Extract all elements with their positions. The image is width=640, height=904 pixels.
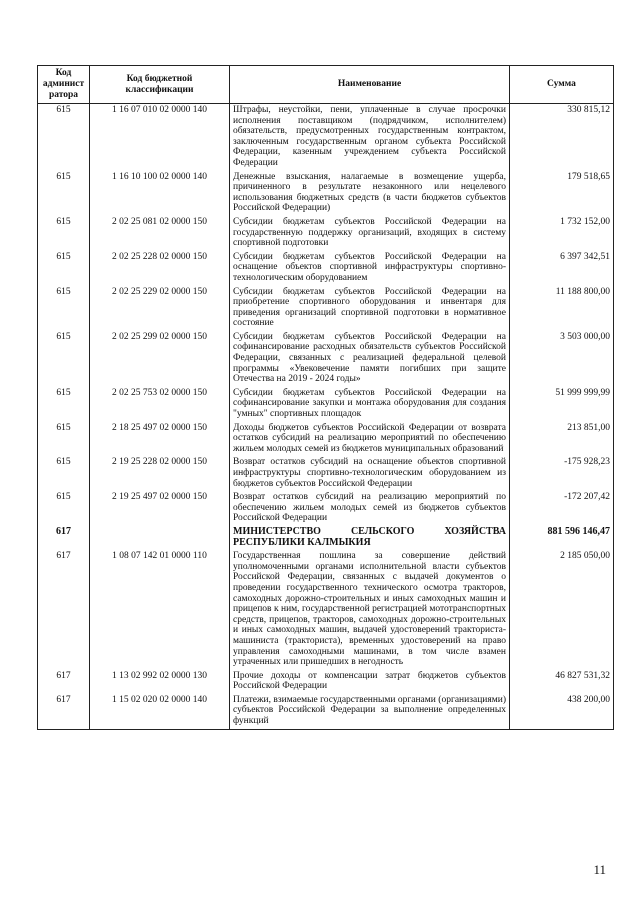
cell-budget-code: 2 18 25 497 02 0000 150 (90, 422, 230, 457)
cell-name: Субсидии бюджетам субъектов Российской Федерации на оснащение объектов спортивной инфраструктуры спортивно-технологическим оборудованием (230, 251, 510, 286)
table-row (38, 491, 614, 526)
cell-name: Субсидии бюджетам субъектов Российской Федерации на софинансирование расходных обязательств субъектов Российской Федерации, связанных с реализацией федеральной целевой программы «Увековечение памяти погибших при защите Отечества на 2019 - 2024 годы» (230, 331, 510, 387)
table-row (38, 171, 614, 216)
cell-admin-code: 615 (38, 422, 90, 457)
cell-sum: 6 397 342,51 (510, 251, 614, 286)
cell-sum: 330 815,12 (510, 104, 614, 171)
cell-budget-code: 1 15 02 020 02 0000 140 (90, 694, 230, 729)
cell-admin-code: 615 (38, 216, 90, 251)
cell-budget-code: 1 13 02 992 02 0000 130 (90, 670, 230, 694)
table-header-row (38, 66, 614, 104)
cell-admin-code: 615 (38, 286, 90, 331)
cell-name: МИНИСТЕРСТВО СЕЛЬСКОГО ХОЗЯЙСТВА РЕСПУБЛИКИ КАЛМЫКИЯ (230, 526, 510, 550)
cell-sum: 213 851,00 (510, 422, 614, 457)
cell-sum: 179 518,65 (510, 171, 614, 216)
cell-sum: 51 999 999,99 (510, 387, 614, 422)
header-budget-code: Код бюджетной классификации (90, 66, 230, 104)
table-row (38, 422, 614, 457)
cell-sum: 881 596 146,47 (510, 526, 614, 550)
cell-name: Возврат остатков субсидий на реализацию мероприятий по обеспечению жильем молодых семей из бюджетов субъектов Российской Федерации (230, 491, 510, 526)
cell-budget-code: 2 02 25 299 02 0000 150 (90, 331, 230, 387)
table-row (38, 387, 614, 422)
cell-sum: -175 928,23 (510, 456, 614, 491)
header-admin-code: Код админист ратора (38, 66, 90, 104)
table-row (38, 670, 614, 694)
cell-admin-code: 617 (38, 694, 90, 729)
cell-admin-code: 615 (38, 171, 90, 216)
header-sum: Сумма (510, 66, 614, 104)
cell-name: Прочие доходы от компенсации затрат бюджетов субъектов Российской Федерации (230, 670, 510, 694)
cell-admin-code: 615 (38, 104, 90, 171)
cell-name: Субсидии бюджетам субъектов Российской Федерации на приобретение спортивного оборудования и инвентаря для приведения организаций спортивной подготовки в нормативное состояние (230, 286, 510, 331)
cell-budget-code: 2 19 25 497 02 0000 150 (90, 491, 230, 526)
cell-admin-code: 617 (38, 550, 90, 670)
cell-admin-code: 615 (38, 331, 90, 387)
cell-budget-code: 2 19 25 228 02 0000 150 (90, 456, 230, 491)
cell-sum: 2 185 050,00 (510, 550, 614, 670)
cell-admin-code: 617 (38, 526, 90, 550)
table-row (38, 331, 614, 387)
cell-sum: 438 200,00 (510, 694, 614, 729)
table-row (38, 694, 614, 729)
table-row (38, 526, 614, 550)
cell-sum: 3 503 000,00 (510, 331, 614, 387)
cell-name: Платежи, взимаемые государственными органами (организациями) субъектов Российской Федерации за выполнение определенных функций (230, 694, 510, 729)
table-row (38, 550, 614, 670)
cell-name: Субсидии бюджетам субъектов Российской Федерации на государственную поддержку организаций, входящих в систему спортивной подготовки (230, 216, 510, 251)
cell-admin-code: 615 (38, 456, 90, 491)
cell-budget-code: 1 16 07 010 02 0000 140 (90, 104, 230, 171)
cell-sum: -172 207,42 (510, 491, 614, 526)
table-body (38, 104, 614, 730)
cell-budget-code: 1 16 10 100 02 0000 140 (90, 171, 230, 216)
cell-name: Доходы бюджетов субъектов Российской Федерации от возврата остатков субсидий на реализацию мероприятий по обеспечению жильем молодых семей из бюджетов муниципальных образований (230, 422, 510, 457)
cell-sum: 1 732 152,00 (510, 216, 614, 251)
cell-budget-code: 2 02 25 753 02 0000 150 (90, 387, 230, 422)
page-number: 11 (593, 862, 606, 877)
cell-sum: 46 827 531,32 (510, 670, 614, 694)
cell-budget-code (90, 526, 230, 550)
table-row (38, 216, 614, 251)
cell-name: Штрафы, неустойки, пени, уплаченные в случае просрочки исполнения поставщиком (подрядчиком, исполнителем) обязательств, предусмотренных государственным контрактом, заключенным государственным органом субъекта Российской Федерации, казенным учреждением субъекта Российской Федерации (230, 104, 510, 171)
cell-budget-code: 1 08 07 142 01 0000 110 (90, 550, 230, 670)
cell-admin-code: 615 (38, 491, 90, 526)
cell-name: Субсидии бюджетам субъектов Российской Федерации на софинансирование закупки и монтажа оборудования для создания "умных" спортивных площадок (230, 387, 510, 422)
cell-budget-code: 2 02 25 228 02 0000 150 (90, 251, 230, 286)
cell-sum: 11 188 800,00 (510, 286, 614, 331)
cell-admin-code: 615 (38, 387, 90, 422)
header-name: Наименование (230, 66, 510, 104)
cell-name: Государственная пошлина за совершение действий уполномоченными органами исполнительной власти субъектов Российской Федерации, связанных с выдачей документов о проведении государственного технического осмотра тракторов, самоходных дорожно-строительных и иных самоходных машин и прицепов к ним, государственной регистрацией мототранспортных средств, прицепов, тракторов, самоходных дорожно-строительных и иных самоходных машин, выдачей удостоверений тракториста-машиниста (тракториста), временных удостоверений на право управления самоходными машинами, в том числе взамен утраченных или пришедших в негодность (230, 550, 510, 670)
budget-revenue-table (37, 65, 614, 730)
cell-admin-code: 615 (38, 251, 90, 286)
cell-budget-code: 2 02 25 229 02 0000 150 (90, 286, 230, 331)
table-row (38, 104, 614, 171)
cell-budget-code: 2 02 25 081 02 0000 150 (90, 216, 230, 251)
cell-name: Денежные взыскания, налагаемые в возмещение ущерба, причиненного в результате незаконного или нецелевого использования бюджетных средств (в части бюджетов субъектов Российской Федерации) (230, 171, 510, 216)
cell-name: Возврат остатков субсидий на оснащение объектов спортивной инфраструктуры спортивно-технологическим оборудованием из бюджетов субъектов Российской Федерации (230, 456, 510, 491)
table-row (38, 286, 614, 331)
table-row (38, 251, 614, 286)
table-row (38, 456, 614, 491)
cell-admin-code: 617 (38, 670, 90, 694)
